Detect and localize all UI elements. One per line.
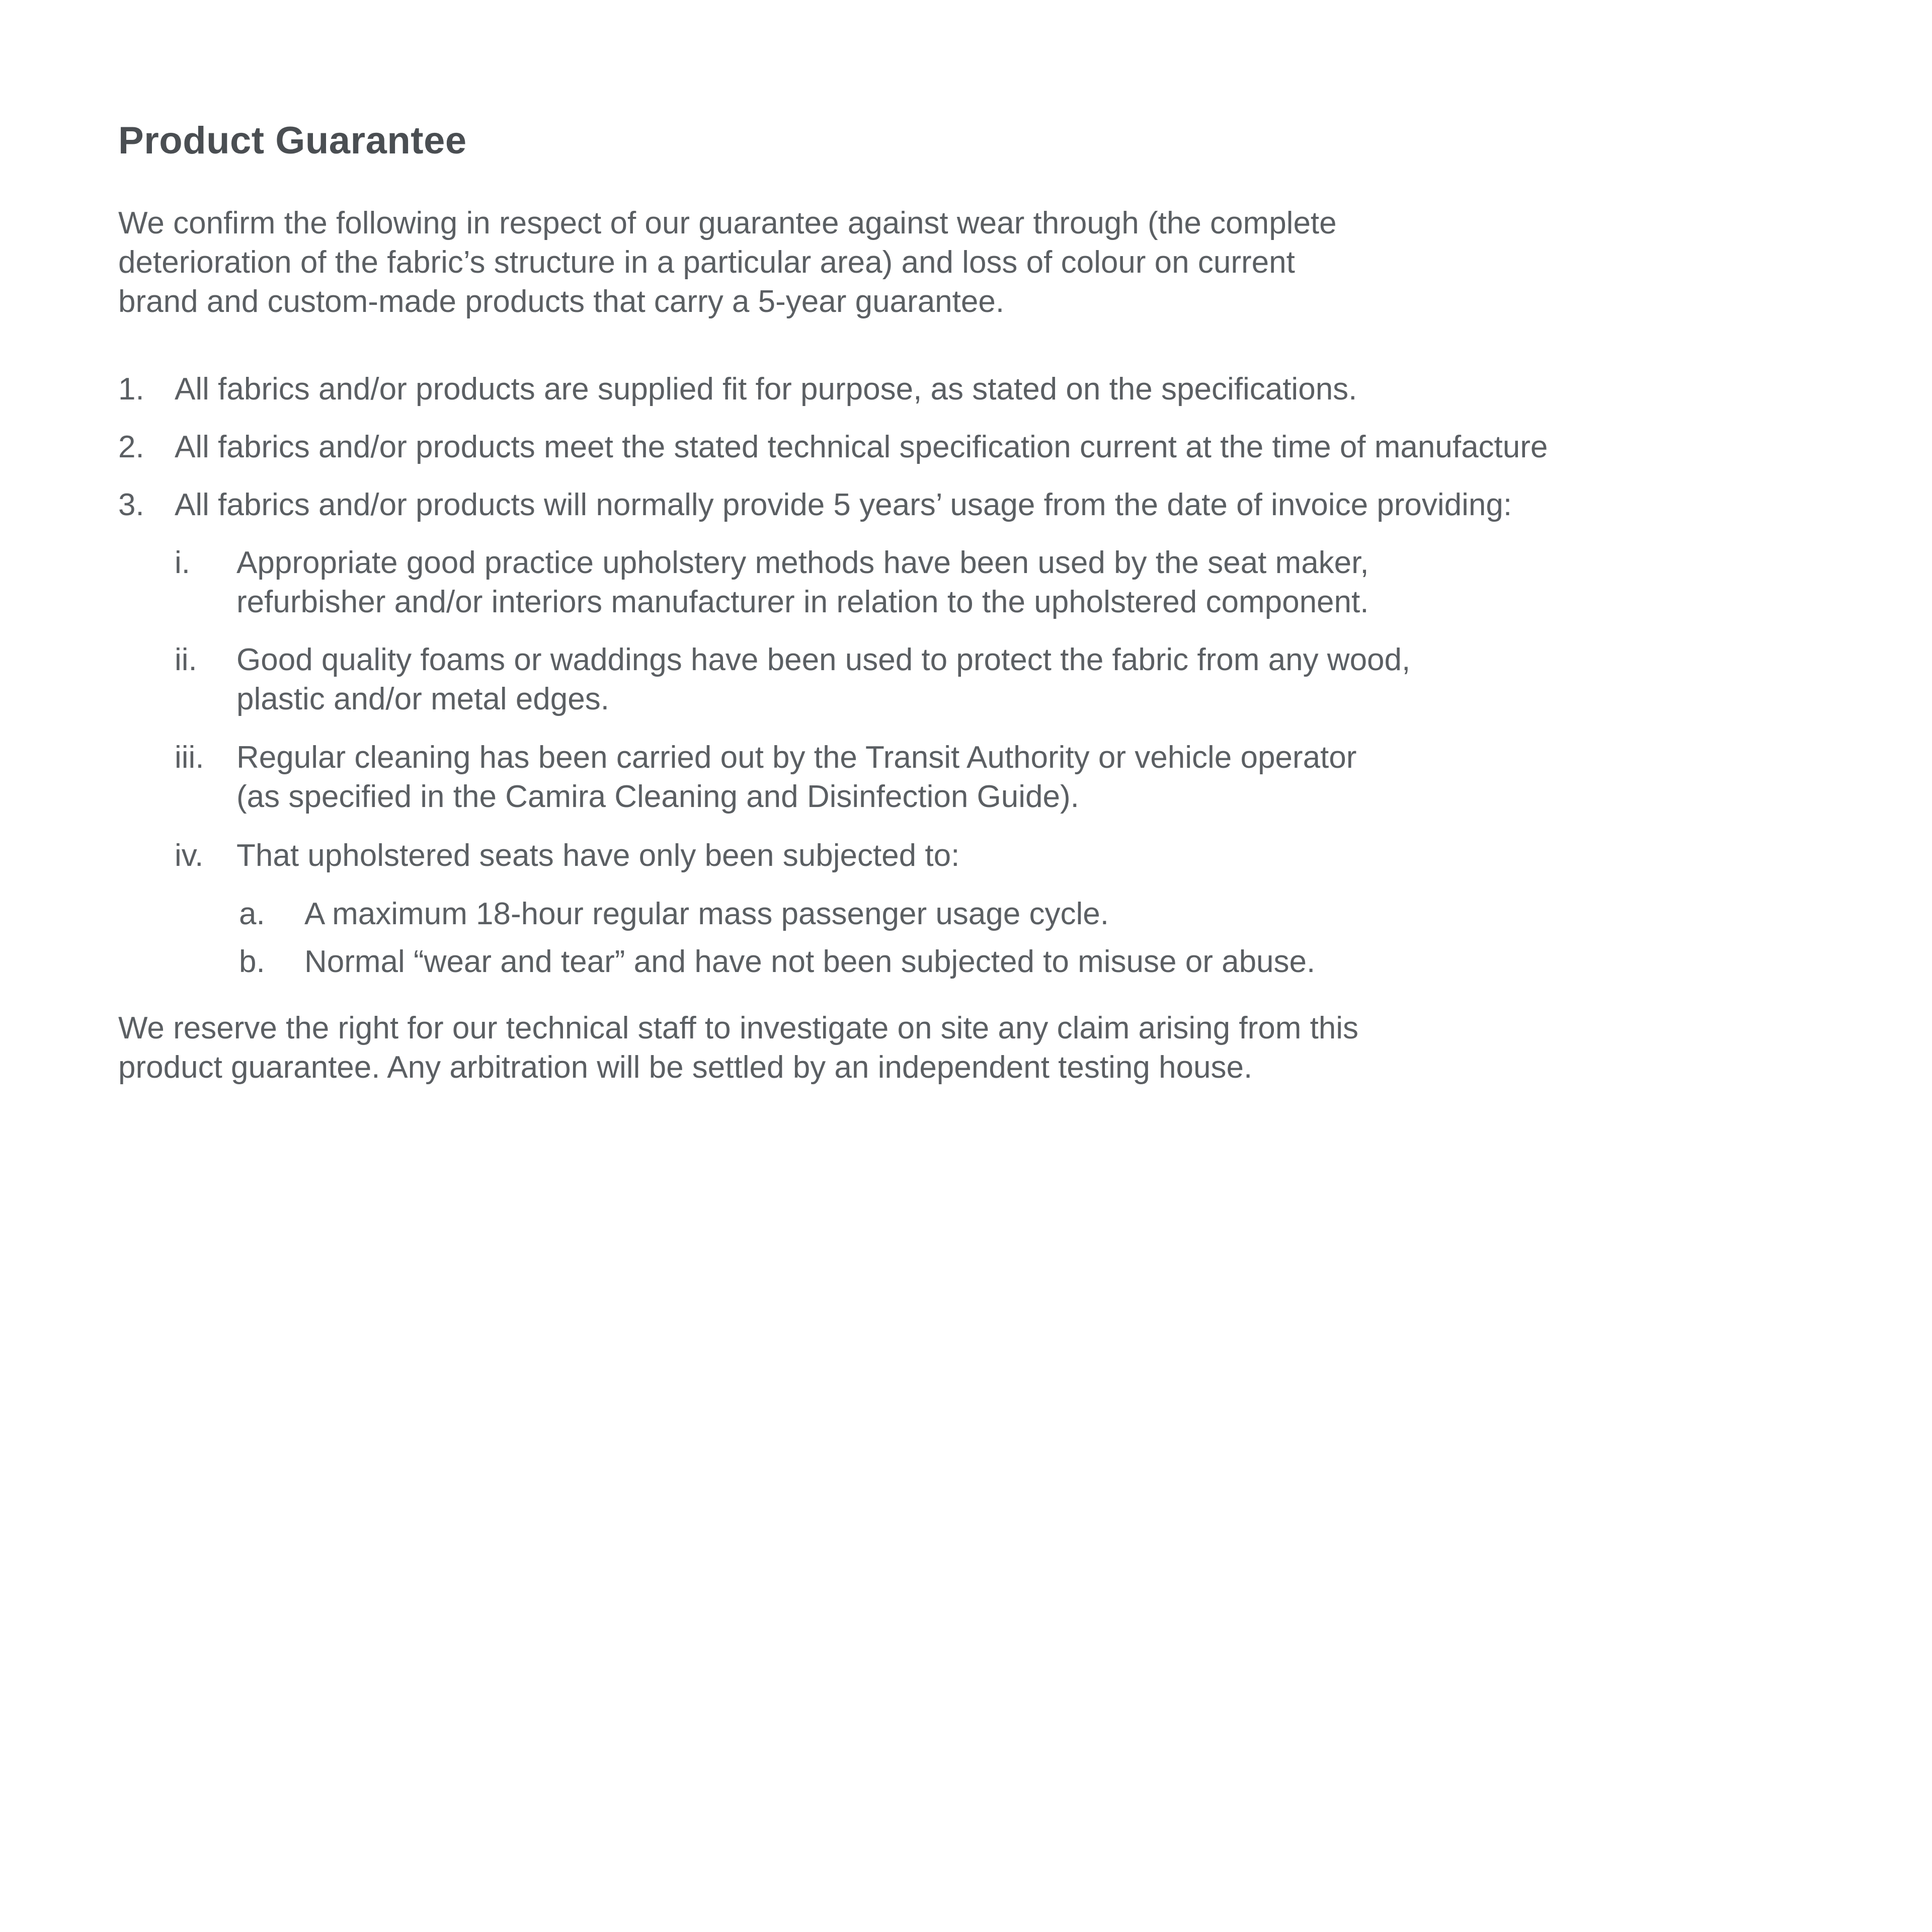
list-item-line: All fabrics and/or products are supplied fit for purpose, as stated on the specifications. <box>175 372 1357 407</box>
intro-line: brand and custom-made products that carry a 5-year guarantee. <box>118 284 1005 319</box>
closing-line: We reserve the right for our technical staff to investigate on site any claim arising from this <box>118 1011 1359 1045</box>
list-roman-numeral: iii. <box>175 740 204 775</box>
list-item-text <box>175 486 1512 525</box>
list-item-line: plastic and/or metal edges. <box>236 682 609 716</box>
list-item-line: Appropriate good practice upholstery methods have been used by the seat maker, <box>236 545 1369 580</box>
intro-line: We confirm the following in respect of our guarantee against wear through (the complete <box>118 206 1337 240</box>
list-item-text <box>236 543 1369 622</box>
list-item-line: All fabrics and/or products meet the stated technical specification current at the time of manufacture <box>175 430 1548 464</box>
intro-paragraph <box>118 204 1337 321</box>
list-item-line: (as specified in the Camira Cleaning and Disinfection Guide). <box>236 779 1079 814</box>
closing-paragraph <box>118 1009 1358 1087</box>
list-number: 1. <box>118 372 144 407</box>
list-letter: b. <box>239 944 265 979</box>
list-item-text <box>236 738 1356 817</box>
list-roman-numeral: ii. <box>175 642 197 677</box>
list-roman-numeral: iv. <box>175 838 204 873</box>
list-item-line: refurbisher and/or interiors manufacturer in relation to the upholstered component. <box>236 585 1369 619</box>
list-item-text <box>236 640 1410 719</box>
list-item-text <box>236 836 959 875</box>
list-item-line: A maximum 18-hour regular mass passenger usage cycle. <box>304 897 1109 931</box>
list-roman-numeral: i. <box>175 545 190 580</box>
list-item-line: Regular cleaning has been carried out by the Transit Authority or vehicle operator <box>236 740 1357 775</box>
list-item-line: Normal “wear and tear” and have not been subjected to misuse or abuse. <box>304 944 1316 979</box>
list-number: 2. <box>118 430 144 464</box>
list-item-text <box>304 942 1315 982</box>
list-item-line: All fabrics and/or products will normally provide 5 years’ usage from the date of invoice providing: <box>175 488 1512 522</box>
closing-line: product guarantee. Any arbitration will be settled by an independent testing house. <box>118 1050 1253 1085</box>
list-item-text <box>175 370 1357 409</box>
intro-line: deterioration of the fabric’s structure in a particular area) and loss of colour on current <box>118 245 1295 280</box>
page-title: Product Guarantee <box>118 119 467 162</box>
list-item-text <box>175 428 1548 467</box>
list-item-line: That upholstered seats have only been subjected to: <box>236 838 960 873</box>
list-letter: a. <box>239 897 265 931</box>
list-number: 3. <box>118 488 144 522</box>
list-item-line: Good quality foams or waddings have been used to protect the fabric from any wood, <box>236 642 1411 677</box>
list-item-text <box>304 895 1109 934</box>
